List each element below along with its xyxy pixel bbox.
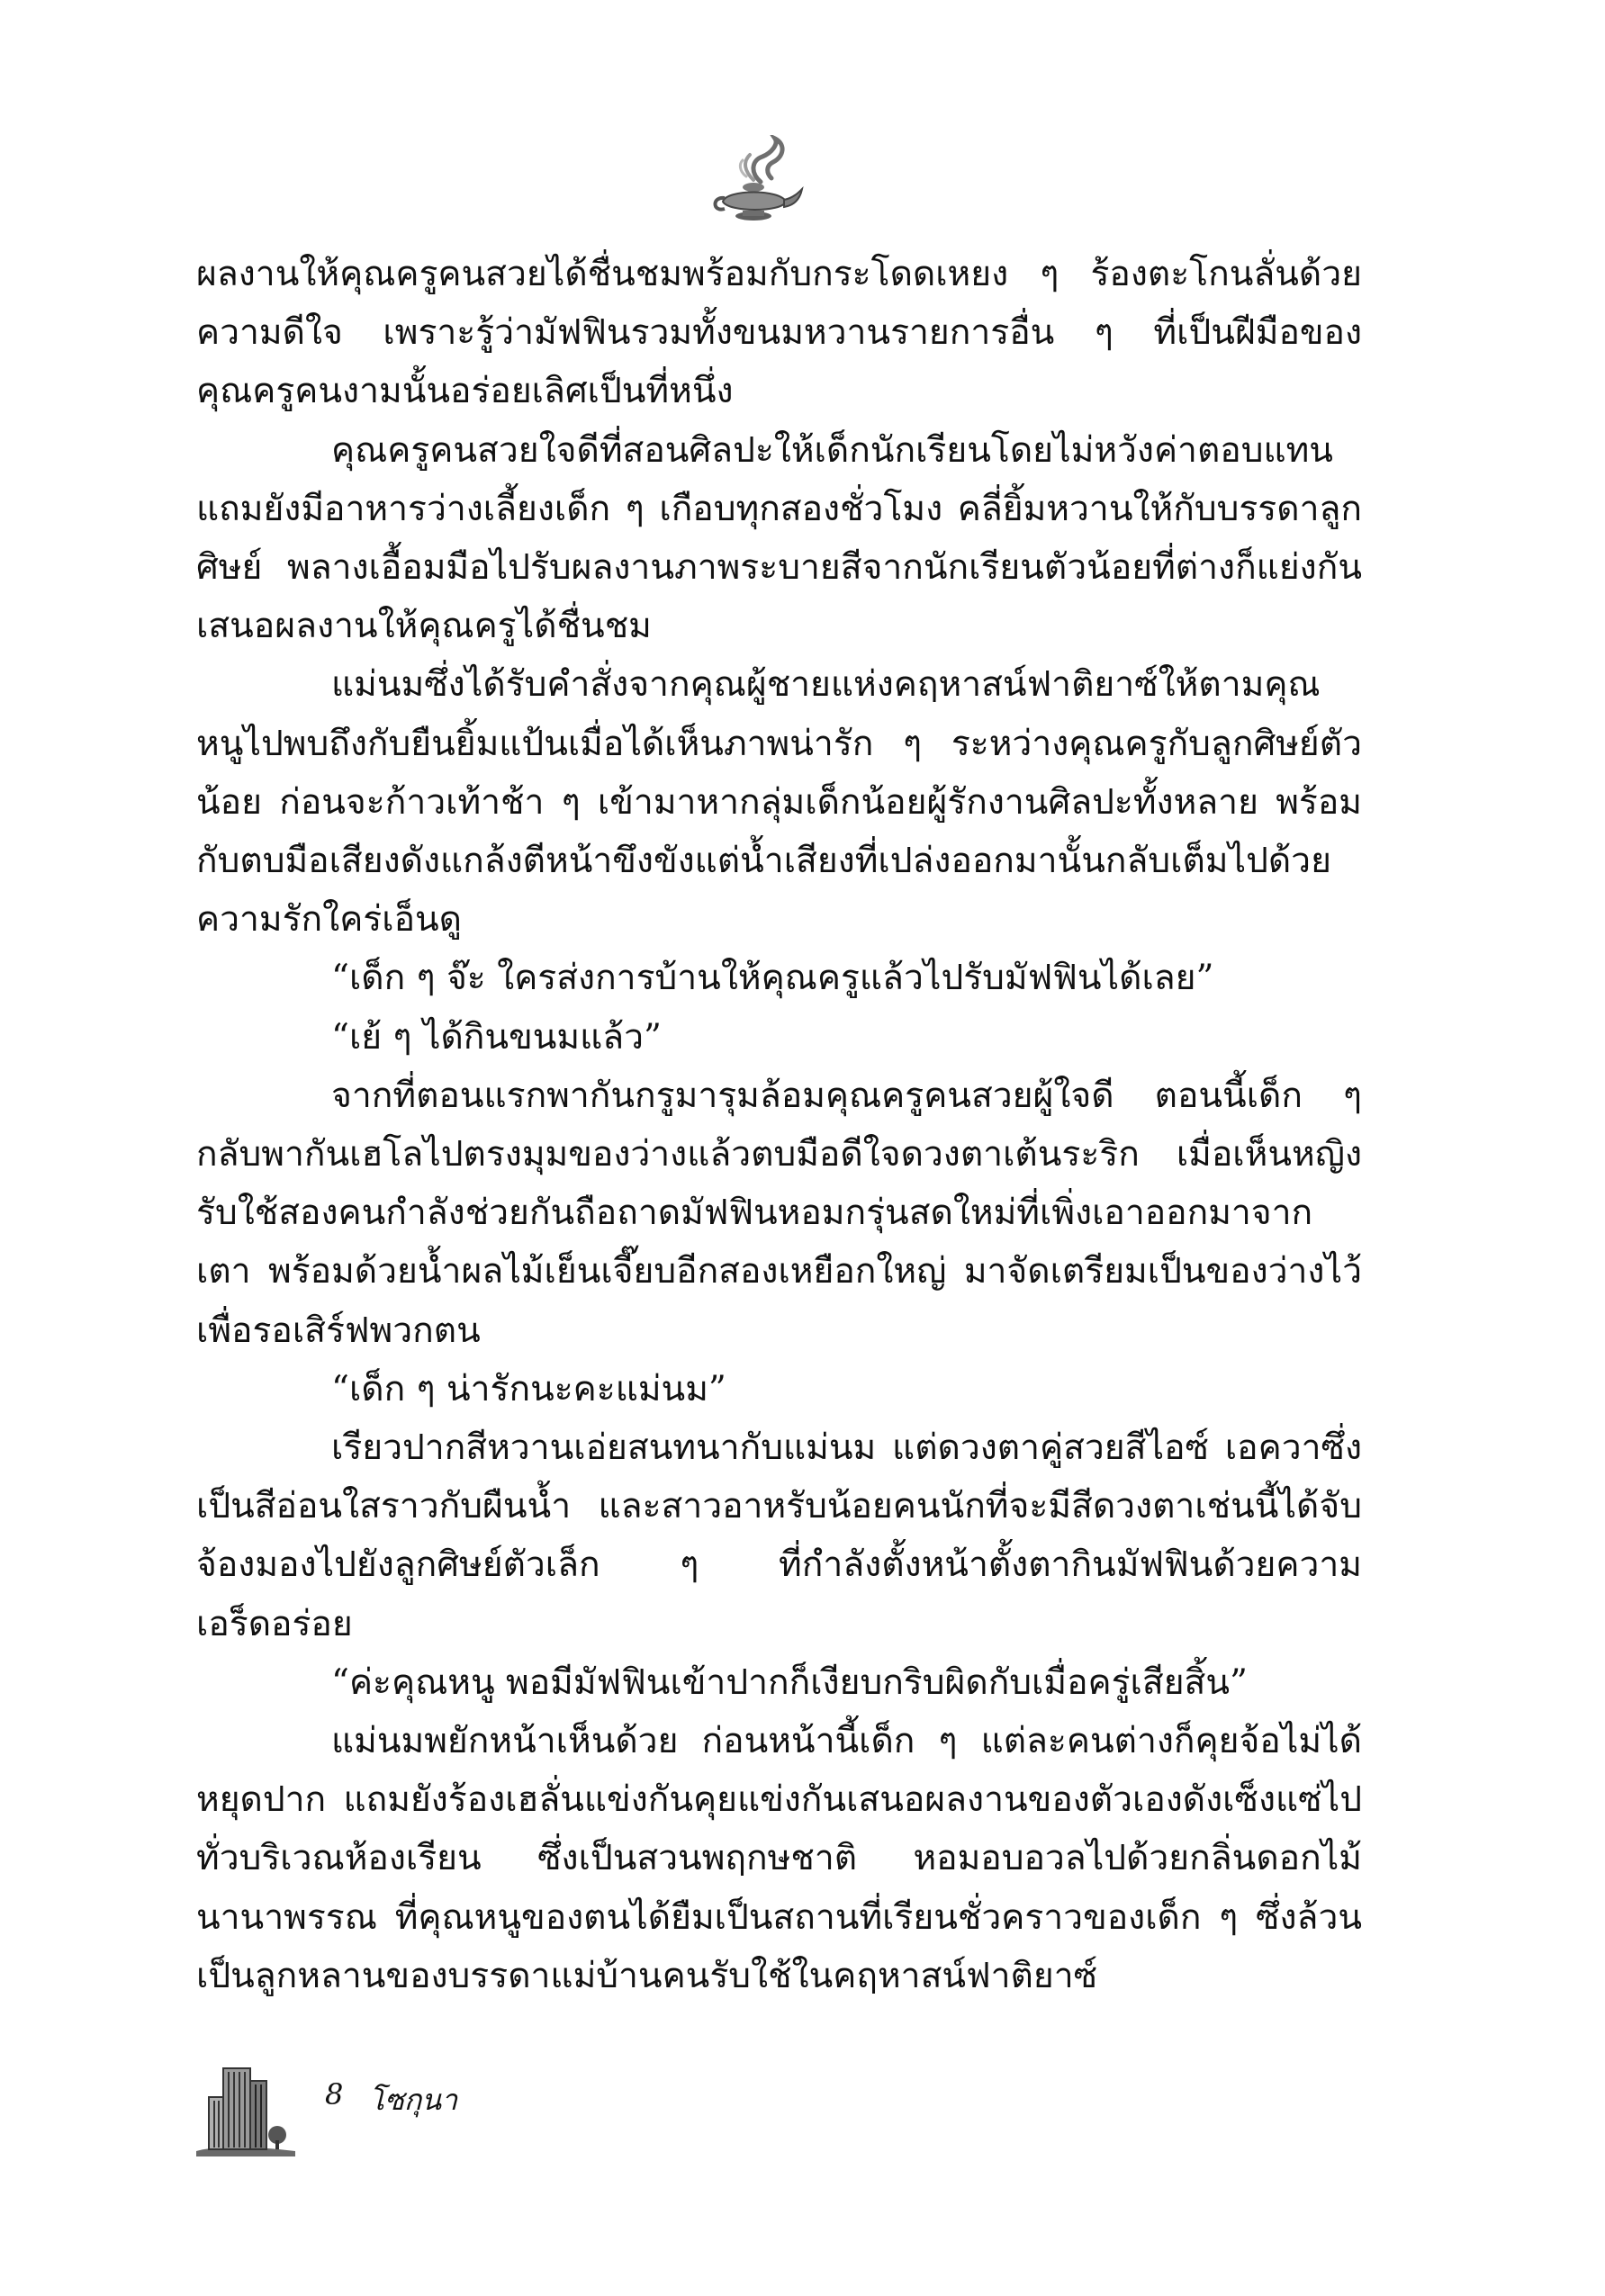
page-number: 8: [325, 2077, 344, 2111]
page-body: [196, 245, 1362, 2005]
building-icon: [196, 2061, 295, 2160]
dialogue-line: “ค่ะคุณหนู พอมีมัฟฟินเข้าปากก็เงียบกริบผิดกับเมื่อครู่เสียสิ้น”: [331, 1661, 1248, 1703]
magic-lamp-icon: [707, 135, 806, 234]
author-name: โซกุนา: [369, 2083, 458, 2117]
dialogue-line: “เด็ก ๆ จ๊ะ ใครส่งการบ้านให้คุณครูแล้วไปรับมัฟฟินได้เลย”: [331, 958, 1214, 999]
paragraph: แม่นมซึ่งได้รับคำสั่งจากคุณผู้ชายแห่งคฤหาสน์ฟาติยาซ์ให้ตามคุณหนูไปพบถึงกับยืนยิ้มแป้นเมื่อได้เห็นภาพน่ารัก ๆ ระหว่างคุณครูกับลูกศิษย์ตัวน้อย ก่อนจะก้าวเท้าช้า ๆ เข้ามาหากลุ่มเด็กน้อยผู้รักงานศิลปะทั้งหลาย พร้อมกับตบมือเสียงดังแกล้งตีหน้าขึงขังแต่น้ำเสียงที่เปล่งออกมานั้นกลับเต็มไปด้วยความรักใคร่เอ็นดู: [196, 664, 1362, 941]
paragraph: ผลงานให้คุณครูคนสวยได้ชื่นชมพร้อมกับกระโดดเหยง ๆ ร้องตะโกนลั่นด้วยความดีใจ เพราะรู้ว่ามัฟฟินรวมทั้งขนมหวานรายการอื่น ๆ ที่เป็นฝีมือของคุณครูคนงามนั้นอร่อยเลิศเป็นที่หนึ่ง: [196, 254, 1362, 412]
page-footer: [196, 2061, 646, 2160]
paragraph: คุณครูคนสวยใจดีที่สอนศิลปะให้เด็กนักเรียนโดยไม่หวังค่าตอบแทน แถมยังมีอาหารว่างเลี้ยงเด็ก ๆ เกือบทุกสองชั่วโมง คลี่ยิ้มหวานให้กับบรรดาลูกศิษย์ พลางเอื้อมมือไปรับผลงานภาพระบายสีจากนักเรียนตัวน้อยที่ต่างก็แย่งกันเสนอผลงานให้คุณครูได้ชื่นชม: [196, 429, 1362, 647]
paragraph: เรียวปากสีหวานเอ่ยสนทนากับแม่นม แต่ดวงตาคู่สวยสีไอซ์ เอควาซึ่งเป็นสีอ่อนใสราวกับผืนน้ำ และสาวอาหรับน้อยคนนักที่จะมีสีดวงตาเช่นนี้ได้จับจ้องมองไปยังลูกศิษย์ตัวเล็ก ๆ ที่กำลังตั้งหน้าตั้งตากินมัฟฟินด้วยความเอร็ดอร่อย: [196, 1427, 1362, 1644]
dialogue-line: “เด็ก ๆ น่ารักนะคะแม่นม”: [331, 1368, 726, 1409]
paragraph: จากที่ตอนแรกพากันกรูมารุมล้อมคุณครูคนสวยผู้ใจดี ตอนนี้เด็ก ๆ กลับพากันเฮโลไปตรงมุมของว่างแล้วตบมือดีใจดวงตาเต้นระริก เมื่อเห็นหญิงรับใช้สองคนกำลังช่วยกันถือถาดมัฟฟินหอมกรุ่นสดใหม่ที่เพิ่งเอาออกมาจากเตา พร้อมด้วยน้ำผลไม้เย็นเจี๊ยบอีกสองเหยือกใหญ่ มาจัดเตรียมเป็นของว่างไว้เพื่อรอเสิร์ฟพวกตน: [196, 1075, 1362, 1351]
dialogue-line: “เย้ ๆ ได้กินขนมแล้ว”: [331, 1016, 662, 1058]
paragraph: แม่นมพยักหน้าเห็นด้วย ก่อนหน้านี้เด็ก ๆ แต่ละคนต่างก็คุยจ้อไม่ได้หยุดปาก แถมยังร้องเฮลั่นแข่งกันคุยแข่งกันเสนอผลงานของตัวเองดังเซ็งแซ่ไปทั่วบริเวณห้องเรียน ซึ่งเป็นสวนพฤกษชาติ หอมอบอวลไปด้วยกลิ่นดอกไม้นานาพรรณ ที่คุณหนูของตนได้ยืมเป็นสถานที่เรียนชั่วคราวของเด็ก ๆ ซึ่งล้วนเป็นลูกหลานของบรรดาแม่บ้านคนรับใช้ในคฤหาสน์ฟาติยาซ์: [196, 1721, 1362, 1996]
